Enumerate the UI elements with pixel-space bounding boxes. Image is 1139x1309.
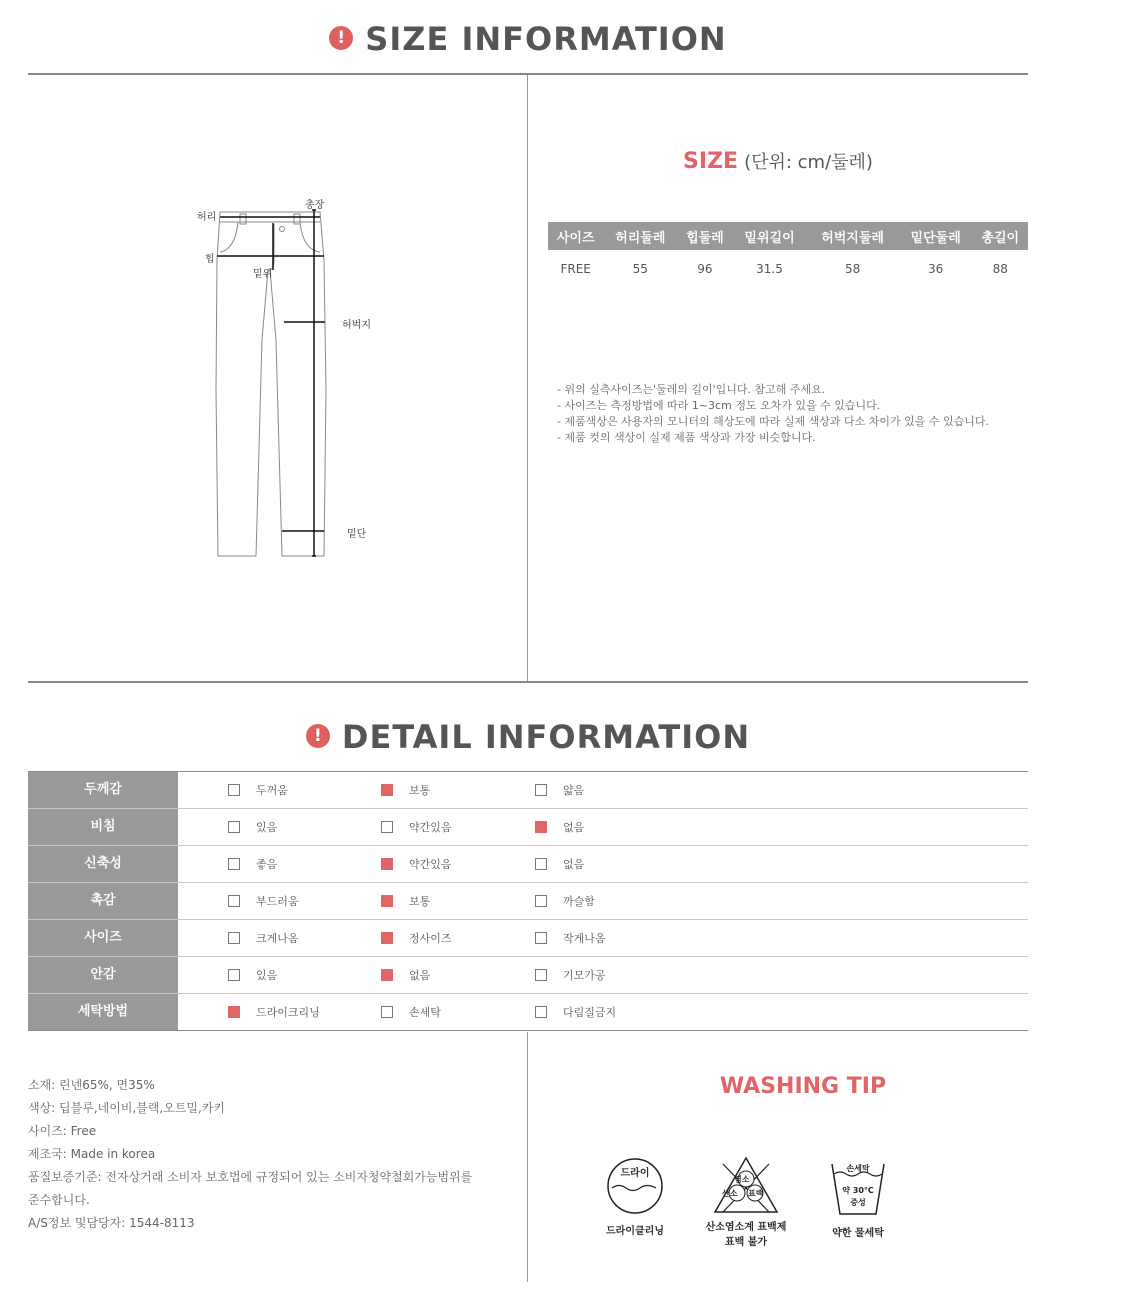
detail-row bbox=[28, 920, 1028, 957]
detail-option bbox=[535, 883, 595, 919]
product-info: 소재: 린넨65%, 면35% 색상: 딥블루,네이비,블랙,오트밀,카키 사이즈: Free 제조국: Made in korea 품질보증기준: 전자상거래 소비자 보호법에 규정되어 있는 소비자청약철회가능범위를 준수합니다. A/S정보 및담당자: 1544-8113 bbox=[28, 1078, 473, 1230]
detail-row bbox=[28, 846, 1028, 883]
hand-wash-icon: 손세탁 약 30°C 중성 약한 물세탁 bbox=[832, 1164, 884, 1239]
detail-row bbox=[28, 957, 1028, 994]
checked-box-icon bbox=[381, 858, 393, 870]
detail-row-label: 세탁방법 bbox=[28, 994, 178, 1030]
detail-option bbox=[381, 846, 452, 882]
unchecked-box-icon bbox=[228, 784, 240, 796]
detail-option-label: 부드러움 bbox=[256, 895, 299, 908]
unchecked-box-icon bbox=[228, 969, 240, 981]
detail-option-label: 정사이즈 bbox=[409, 932, 452, 945]
detail-row-label: 촉감 bbox=[28, 883, 178, 919]
detail-option-label: 작게나옴 bbox=[563, 932, 606, 945]
unchecked-box-icon bbox=[535, 858, 547, 870]
detail-option bbox=[228, 920, 299, 956]
detail-option bbox=[381, 994, 441, 1030]
size-table bbox=[548, 222, 1028, 288]
detail-row-label: 사이즈 bbox=[28, 920, 178, 956]
detail-option bbox=[228, 809, 277, 845]
detail-option bbox=[228, 957, 277, 993]
detail-option bbox=[535, 957, 606, 993]
size-notes: - 위의 실측사이즈는'둘레의 길이'입니다. 참고해 주세요. - 사이즈는 측정방법에 따라 1~3cm 정도 오차가 있을 수 있습니다. - 제품색상은 사용자의 모니터의 해상도에 따라 실제 색상과 다소 차이가 있을 수 있습니다. - 제품 컷의 색상이 실제 제품 색상과 가장 비슷합니다. bbox=[557, 383, 989, 444]
detail-table bbox=[28, 771, 1028, 1031]
thigh-label: 허벅지 bbox=[342, 320, 371, 331]
detail-option bbox=[381, 957, 430, 993]
detail-row bbox=[28, 809, 1028, 846]
detail-option bbox=[381, 920, 452, 956]
checked-box-icon bbox=[381, 969, 393, 981]
unchecked-box-icon bbox=[381, 821, 393, 833]
detail-row-label: 안감 bbox=[28, 957, 178, 993]
waist-label: 허리 bbox=[197, 212, 217, 223]
checked-box-icon bbox=[228, 1006, 240, 1018]
no-bleach-icon: 염소 산소 표백 산소염소계 표백제 표백 불가 bbox=[700, 1154, 792, 1248]
detail-option-label: 다림질금지 bbox=[563, 1006, 617, 1019]
detail-option-label: 두꺼움 bbox=[256, 784, 288, 797]
detail-option bbox=[535, 846, 584, 882]
unchecked-box-icon bbox=[535, 895, 547, 907]
exclamation-icon: ! bbox=[329, 26, 353, 50]
detail-option-label: 좋음 bbox=[256, 858, 278, 871]
detail-option-label: 기모가공 bbox=[563, 969, 606, 982]
detail-row-label: 신축성 bbox=[28, 846, 178, 882]
detail-option-label: 보통 bbox=[409, 895, 431, 908]
unchecked-box-icon bbox=[535, 1006, 547, 1018]
unchecked-box-icon bbox=[535, 784, 547, 796]
detail-option-label: 손세탁 bbox=[409, 1006, 441, 1019]
exclamation-icon: ! bbox=[306, 724, 330, 748]
detail-option bbox=[381, 883, 430, 919]
detail-option-label: 보통 bbox=[409, 784, 431, 797]
hip-label: 힙 bbox=[205, 254, 215, 265]
divider bbox=[527, 1032, 528, 1282]
detail-information-title: ! DETAIL INFORMATION bbox=[0, 718, 1056, 756]
detail-option bbox=[381, 809, 452, 845]
detail-option bbox=[535, 920, 606, 956]
length-label: 총장 bbox=[305, 200, 325, 211]
checked-box-icon bbox=[535, 821, 547, 833]
detail-option-label: 없음 bbox=[409, 969, 431, 982]
checked-box-icon bbox=[381, 895, 393, 907]
detail-option bbox=[535, 994, 616, 1030]
unchecked-box-icon bbox=[381, 1006, 393, 1018]
detail-option bbox=[535, 772, 584, 808]
dry-clean-icon: 드라이 드라이클리닝 bbox=[595, 1158, 675, 1237]
detail-row-label: 두께감 bbox=[28, 772, 178, 808]
size-information-title: ! SIZE INFORMATION bbox=[0, 20, 1056, 58]
detail-option-label: 있음 bbox=[256, 969, 278, 982]
table-row: FREE 55 96 31.5 58 36 88 bbox=[560, 262, 1008, 276]
unchecked-box-icon bbox=[228, 932, 240, 944]
pants-diagram bbox=[190, 190, 390, 570]
detail-option-label: 약간있음 bbox=[409, 858, 452, 871]
detail-option-label: 있음 bbox=[256, 821, 278, 834]
detail-option-label: 얇음 bbox=[563, 784, 585, 797]
detail-option-label: 없음 bbox=[563, 821, 585, 834]
detail-option-label: 드라이크리닝 bbox=[256, 1006, 320, 1019]
pants-illustration bbox=[190, 190, 390, 570]
detail-option-label: 까슬함 bbox=[563, 895, 595, 908]
detail-option bbox=[228, 883, 299, 919]
unchecked-box-icon bbox=[228, 821, 240, 833]
washing-tip-title: WASHING TIP bbox=[719, 1074, 887, 1099]
unchecked-box-icon bbox=[535, 932, 547, 944]
unchecked-box-icon bbox=[228, 858, 240, 870]
detail-option-label: 없음 bbox=[563, 858, 585, 871]
detail-row bbox=[28, 883, 1028, 920]
rise-label: 밑위 bbox=[253, 269, 273, 280]
size-heading: SIZE (단위: cm/둘레) bbox=[683, 149, 873, 174]
divider bbox=[28, 73, 1028, 75]
detail-option bbox=[228, 846, 277, 882]
unchecked-box-icon bbox=[535, 969, 547, 981]
detail-row bbox=[28, 994, 1028, 1031]
detail-row-label: 비침 bbox=[28, 809, 178, 845]
detail-option bbox=[535, 809, 584, 845]
hem-label: 밑단 bbox=[347, 529, 367, 540]
size-table-header: 사이즈 허리둘레 힙둘레 밑위길이 허벅지둘레 밑단둘레 총길이 bbox=[548, 222, 1028, 250]
detail-option-label: 크게나옴 bbox=[256, 932, 299, 945]
checked-box-icon bbox=[381, 932, 393, 944]
detail-row bbox=[28, 771, 1028, 809]
detail-option bbox=[228, 772, 288, 808]
detail-option-label: 약간있음 bbox=[409, 821, 452, 834]
checked-box-icon bbox=[381, 784, 393, 796]
detail-option bbox=[228, 994, 320, 1030]
divider bbox=[28, 681, 1028, 683]
detail-option bbox=[381, 772, 430, 808]
unchecked-box-icon bbox=[228, 895, 240, 907]
